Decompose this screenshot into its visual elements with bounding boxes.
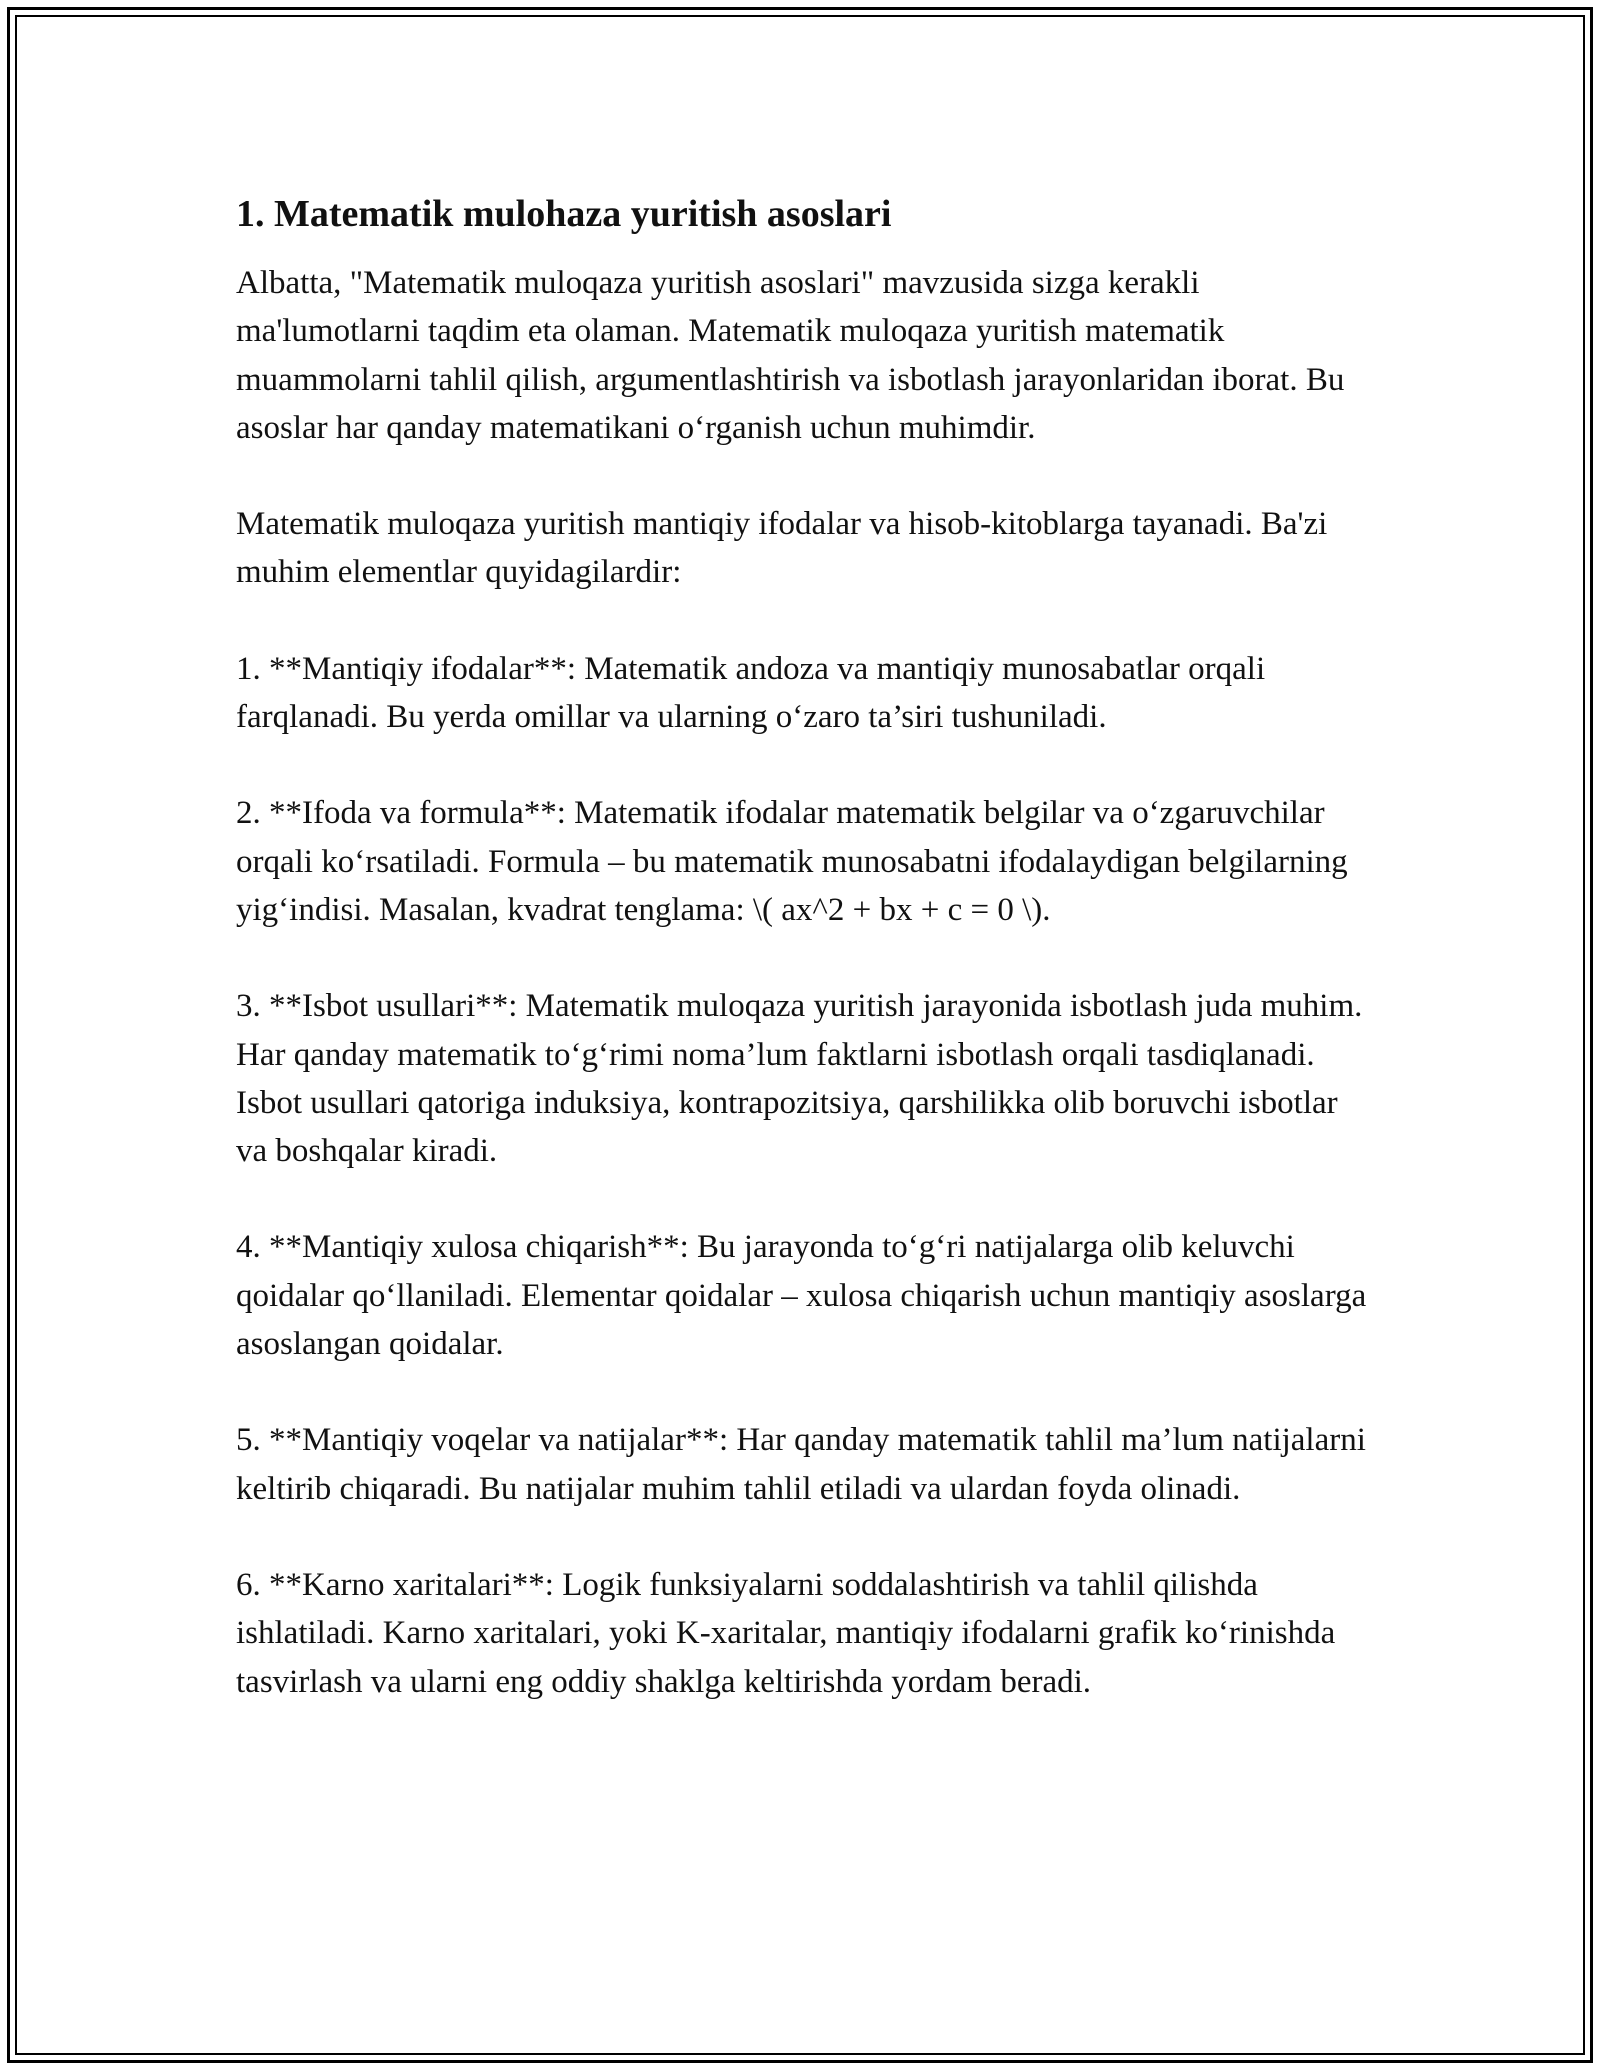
list-item-mantiqiy-voqelar: 5. **Mantiqiy voqelar va natijalar**: Har qanday matematik tahlil ma’lum natijalarni keltirib chiqaradi. Bu natijalar muhim tahlil etiladi va ulardan foyda olinadi. <box>236 1422 1366 1507</box>
document-body <box>236 188 1376 1754</box>
list-item-mantiqiy-xulosa: 4. **Mantiqiy xulosa chiqarish**: Bu jarayonda to‘g‘ri natijalarga olib keluvchi qoidalar qo‘llaniladi. Elementar qoidalar – xulosa chiqarish uchun mantiqiy asoslarga asoslangan qoidalar. <box>236 1229 1367 1363</box>
list-item-karno-xaritalari: 6. **Karno xaritalari**: Logik funksiyalarni soddalashtirish va tahlil qilishda ishlatiladi. Karno xaritalari, yoki K-xaritalar, mantiqiy ifodalarni grafik ko‘rinishda tasvirlash va ularni eng oddiy shaklga keltirishda yordam beradi. <box>236 1566 1336 1700</box>
list-item-ifoda-va-formula: 2. **Ifoda va formula**: Matematik ifodalar matematik belgilar va o‘zgaruvchilar orqali ko‘rsatiladi. Formula – bu matematik munosabatni ifodalaydigan belgilarning yig‘indisi. Masalan, kvadrat tenglama: \( ax^2 + bx + c = 0 \). <box>236 795 1348 928</box>
elements-intro-paragraph: Matematik muloqaza yuritish mantiqiy ifodalar va hisob-kitoblarga tayanadi. Ba'zi muhim elementlar quyidagilardir: <box>236 506 1328 591</box>
intro-paragraph: Albatta, "Matematik muloqaza yuritish asoslari" mavzusida sizga kerakli ma'lumotlarni taqdim eta olaman. Matematik muloqaza yuritish matematik muammolarni tahlil qilish, argumentlashtirish va isbotlash jarayonlaridan iborat. Bu asoslar har qanday matematikani o‘rganish uchun muhimdir. <box>236 265 1345 446</box>
document-title: 1. Matematik mulohaza yuritish asoslari <box>236 193 892 235</box>
list-item-mantiqiy-ifodalar: 1. **Mantiqiy ifodalar**: Matematik andoza va mantiqiy munosabatlar orqali farqlanadi. Bu yerda omillar va ularning o‘zaro ta’siri tushuniladi. <box>236 650 1266 736</box>
list-item-isbot-usullari: 3. **Isbot usullari**: Matematik muloqaza yuritish jarayonida isbotlash juda muhim. Har qanday matematik to‘g‘rimi noma’lum faktlarni isbotlash orqali tasdiqlanadi. Isbot usullari qatoriga induksiya, kontrapozitsiya, qarshilikka olib boruvchi isbotlar va boshqalar kiradi. <box>236 988 1363 1170</box>
